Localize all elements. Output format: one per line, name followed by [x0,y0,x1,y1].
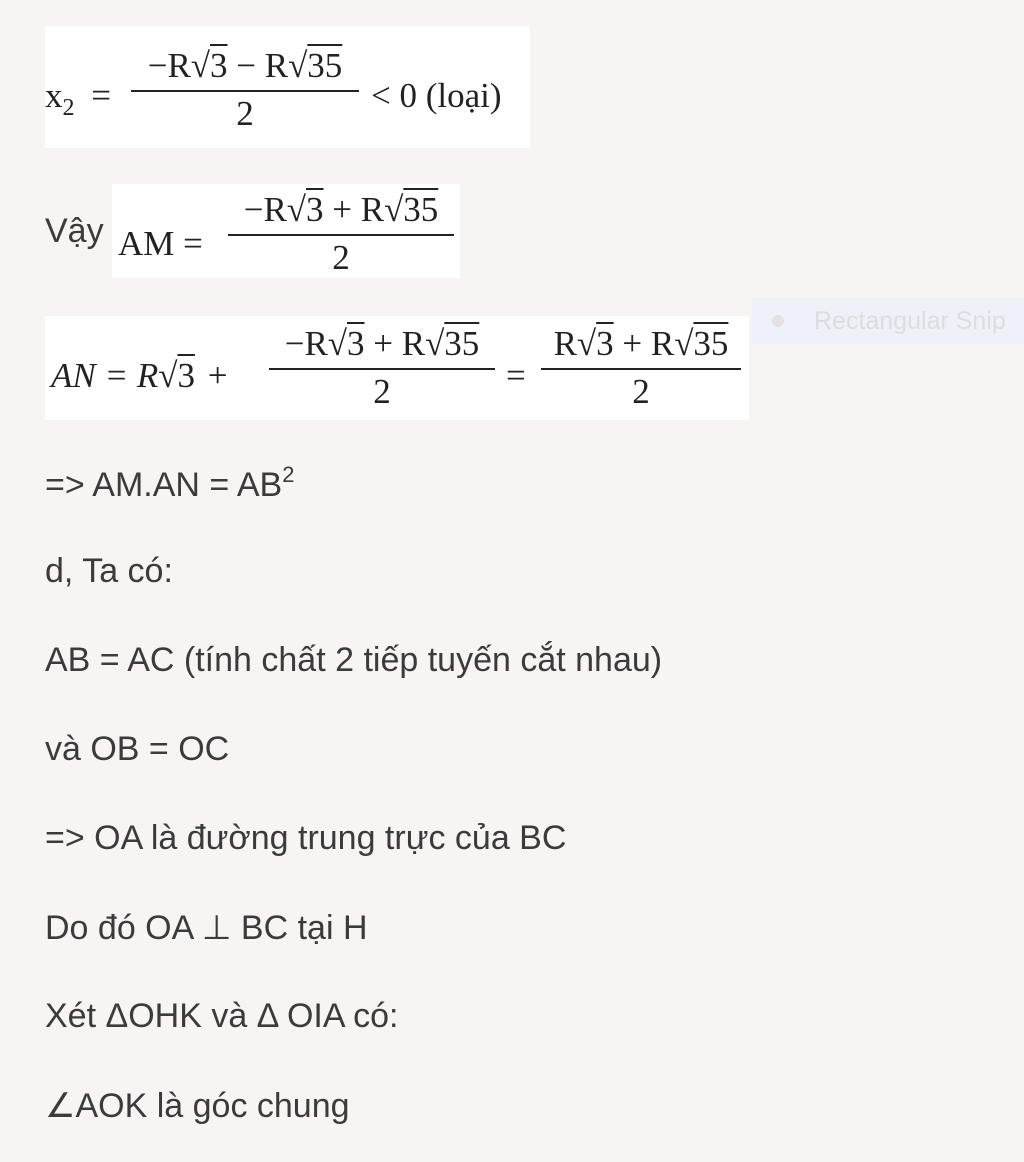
an-fraction-1-numerator: −R√3 + R√35 [284,324,480,363]
an-fraction-2-bar [541,368,741,370]
x2-var: x [45,76,63,115]
text-line-ta-co: d, Ta có: [45,552,173,590]
x2-tail: < 0 (loại) [371,76,502,115]
an-equals: = [506,356,526,395]
x2-subscript: 2 [62,95,75,121]
x2-numerator: −R√3 − R√35 [147,46,343,85]
vay-label: Vậy [45,212,104,250]
superscript: 2 [282,462,295,487]
x2-denominator: 2 [236,94,254,133]
equation-an [45,316,749,420]
am-fraction-bar [228,234,454,236]
text-line-ob-oc: và OB = OC [45,730,230,768]
x2-fraction [131,46,359,134]
rectangular-snip-overlay[interactable] [752,298,1024,344]
am-numerator: −R√3 + R√35 [243,190,439,229]
x2-lhs [45,76,111,122]
an-fraction-2-denominator: 2 [632,372,650,411]
text-line-xet: Xét ΔOHK và Δ OIA có: [45,997,399,1035]
text-line-trung-truc: => OA là đường trung trực của BC [45,819,567,857]
text-line-goc-chung: ∠AOK là góc chung [45,1087,350,1125]
an-fraction-1 [269,324,495,412]
am-lhs: AM = [118,224,203,263]
an-fraction-2 [541,324,741,412]
an-fraction-1-bar [269,368,495,370]
text-line-am-an: => $AM.AN = AB^2$ [45,462,295,504]
equation-x2 [45,26,530,148]
x2-equals: = [91,76,111,115]
an-lhs: AN = R√3 + [51,356,228,395]
x2-fraction-bar [131,90,359,92]
am-fraction [228,190,454,278]
an-fraction-2-numerator: R√3 + R√35 [553,324,729,363]
equation-am [112,184,460,278]
snip-label: Rectangular Snip [814,307,1006,335]
text-line-oa-bc: Do đó OA ⊥ BC tại H [45,909,368,947]
am-denominator: 2 [332,238,350,277]
an-fraction-1-denominator: 2 [373,372,391,411]
text-line-ab-ac: AB = AC (tính chất 2 tiếp tuyến cắt nhau) [45,641,663,679]
record-dot-icon [772,315,784,327]
